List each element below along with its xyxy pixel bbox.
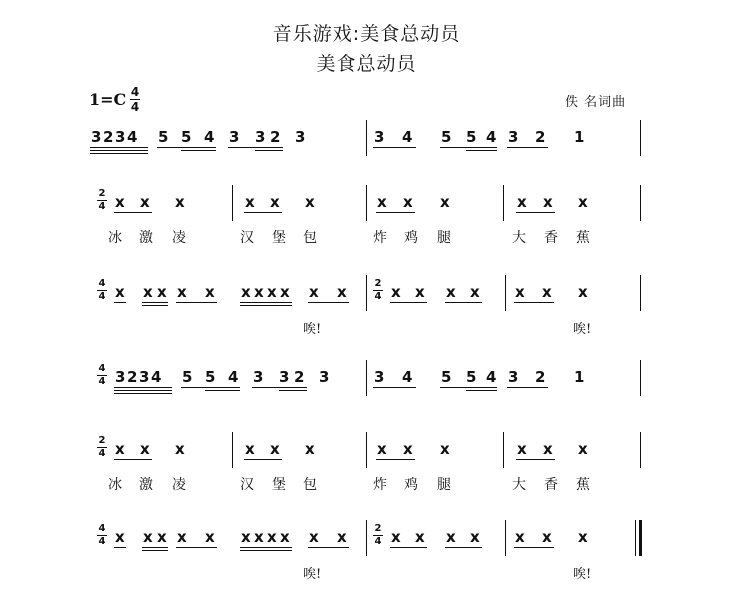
note: x xyxy=(578,528,588,546)
barline xyxy=(640,432,641,468)
note: 2 xyxy=(294,368,305,386)
note: x xyxy=(391,283,401,301)
beam-line xyxy=(205,390,240,391)
beam-line xyxy=(114,302,126,303)
note: 5 xyxy=(466,128,477,146)
note: 2 xyxy=(270,128,281,146)
barline xyxy=(366,120,367,156)
note: x xyxy=(205,283,215,301)
barline xyxy=(640,275,641,311)
lyric-syllable: 鸡 xyxy=(404,477,418,493)
beam-line xyxy=(142,550,168,551)
note: x xyxy=(515,528,525,546)
barline xyxy=(503,432,504,468)
note: x xyxy=(309,528,319,546)
beam-line xyxy=(114,390,172,391)
beam-line xyxy=(181,150,216,151)
lyric-syllable: 冰 xyxy=(108,477,122,493)
beam-line xyxy=(376,459,415,460)
beam-line xyxy=(240,302,292,303)
note: x xyxy=(415,283,425,301)
beam-line xyxy=(90,147,148,148)
note: x xyxy=(542,528,552,546)
note: x xyxy=(415,528,425,546)
beam-line xyxy=(516,212,555,213)
note: 3 xyxy=(279,368,290,386)
barline xyxy=(640,360,641,396)
note: 5 xyxy=(158,128,169,146)
beam-line xyxy=(373,387,416,388)
note: x xyxy=(267,283,277,301)
lyric-syllable: 汉 xyxy=(240,230,254,246)
note: 4 xyxy=(127,128,138,146)
time-signature: 2 4 xyxy=(374,278,382,302)
note: 3 xyxy=(374,128,385,146)
note: x xyxy=(280,283,290,301)
beam-line xyxy=(373,147,416,148)
note: x xyxy=(578,283,588,301)
barline xyxy=(232,432,233,468)
note: x xyxy=(446,283,456,301)
note: 4 xyxy=(402,128,413,146)
lyric-syllable: 激 xyxy=(139,477,153,493)
note: x xyxy=(115,193,125,211)
note: 3 xyxy=(255,128,266,146)
lyric-syllable: 堡 xyxy=(272,477,286,493)
note: 2 xyxy=(535,368,546,386)
note: 5 xyxy=(205,368,216,386)
note: x xyxy=(115,528,125,546)
beam-line xyxy=(114,212,152,213)
note: x xyxy=(205,528,215,546)
beam-line xyxy=(90,150,148,151)
beam-line xyxy=(514,547,554,548)
note: x xyxy=(245,440,255,458)
note: x xyxy=(403,193,413,211)
beam-line xyxy=(376,212,415,213)
lyric-shout: 唉! xyxy=(573,322,592,337)
note: x xyxy=(517,193,527,211)
note: x xyxy=(157,528,167,546)
beam-line xyxy=(516,459,555,460)
note: 3 xyxy=(374,368,385,386)
beam-line xyxy=(240,550,292,551)
note: 3 xyxy=(91,128,102,146)
lyric-syllable: 堡 xyxy=(272,230,286,246)
note: 2 xyxy=(127,368,138,386)
beam-line xyxy=(440,387,497,388)
note: x xyxy=(254,283,264,301)
beam-line xyxy=(244,459,282,460)
note: x xyxy=(245,193,255,211)
lyric-syllable: 激 xyxy=(139,230,153,246)
note: 3 xyxy=(253,368,264,386)
note: x xyxy=(270,440,280,458)
barline xyxy=(366,185,367,221)
beam-line xyxy=(466,390,497,391)
beam-line xyxy=(90,153,148,154)
note: x xyxy=(305,440,315,458)
note: 2 xyxy=(103,128,114,146)
beam-line xyxy=(252,387,307,388)
note: 4 xyxy=(151,368,162,386)
beam-line xyxy=(114,387,172,388)
note: x xyxy=(175,193,185,211)
lyric-syllable: 凌 xyxy=(172,230,186,246)
note: x xyxy=(241,528,251,546)
time-signature: 4 4 xyxy=(98,523,106,547)
lyric-syllable: 炸 xyxy=(373,230,387,246)
note: 5 xyxy=(441,368,452,386)
note: x xyxy=(391,528,401,546)
note: 5 xyxy=(466,368,477,386)
note: x xyxy=(280,528,290,546)
lyric-syllable: 蕉 xyxy=(576,477,590,493)
note: x xyxy=(157,283,167,301)
note: 5 xyxy=(441,128,452,146)
note: 1 xyxy=(574,368,585,386)
beam-line xyxy=(142,547,168,548)
final-barline xyxy=(639,520,642,556)
note: x xyxy=(377,193,387,211)
note: 4 xyxy=(402,368,413,386)
barline xyxy=(505,520,506,556)
note: x xyxy=(515,283,525,301)
lyric-syllable: 大 xyxy=(512,477,526,493)
note: x xyxy=(254,528,264,546)
note: 3 xyxy=(319,368,330,386)
note: x xyxy=(270,193,280,211)
note: x xyxy=(403,440,413,458)
note: x xyxy=(337,283,347,301)
beam-line xyxy=(466,150,497,151)
lyric-shout: 唉! xyxy=(303,567,322,582)
beam-line xyxy=(255,150,283,151)
beam-line xyxy=(440,147,497,148)
note: x xyxy=(440,440,450,458)
beam-line xyxy=(176,302,217,303)
beam-line xyxy=(445,302,482,303)
beam-line xyxy=(445,547,482,548)
beam-line xyxy=(244,212,282,213)
barline xyxy=(366,360,367,396)
beam-line xyxy=(228,147,283,148)
note: 3 xyxy=(508,128,519,146)
beam-line xyxy=(240,547,292,548)
lyric-syllable: 冰 xyxy=(108,230,122,246)
beam-line xyxy=(308,302,349,303)
note: x xyxy=(470,528,480,546)
lyric-syllable: 汉 xyxy=(240,477,254,493)
beam-line xyxy=(114,393,172,394)
note: x xyxy=(241,283,251,301)
note: 4 xyxy=(486,128,497,146)
note: x xyxy=(177,528,187,546)
note: 5 xyxy=(182,368,193,386)
time-signature: 2 4 xyxy=(374,523,382,547)
composer-credit: 佚 名词曲 xyxy=(565,95,627,110)
note: 3 xyxy=(295,128,306,146)
barline xyxy=(366,432,367,468)
note: x xyxy=(140,440,150,458)
barline xyxy=(503,185,504,221)
lyric-syllable: 包 xyxy=(303,230,317,246)
note: x xyxy=(542,283,552,301)
lyric-syllable: 炸 xyxy=(373,477,387,493)
barline xyxy=(635,520,636,556)
lyric-syllable: 香 xyxy=(544,477,558,493)
note: 3 xyxy=(508,368,519,386)
note: x xyxy=(115,283,125,301)
note: x xyxy=(543,440,553,458)
lyric-syllable: 凌 xyxy=(172,477,186,493)
note: 3 xyxy=(139,368,150,386)
beam-line xyxy=(142,302,168,303)
beam-line xyxy=(279,390,307,391)
barline xyxy=(640,120,641,156)
note: x xyxy=(517,440,527,458)
beam-line xyxy=(142,305,168,306)
note: 3 xyxy=(229,128,240,146)
note: x xyxy=(143,528,153,546)
lyric-syllable: 包 xyxy=(303,477,317,493)
lyric-syllable: 腿 xyxy=(437,230,451,246)
note: 3 xyxy=(115,128,126,146)
beam-line xyxy=(176,547,217,548)
note: x xyxy=(543,193,553,211)
note: 3 xyxy=(115,368,126,386)
time-signature: 4 4 xyxy=(130,85,140,114)
time-signature: 4 4 xyxy=(98,363,106,387)
barline xyxy=(366,275,367,311)
note: x xyxy=(115,440,125,458)
note: x xyxy=(440,193,450,211)
note: x xyxy=(175,440,185,458)
time-signature: 2 4 xyxy=(98,435,106,459)
page-title: 音乐游戏:美食总动员 xyxy=(272,23,461,45)
page-subtitle: 美食总动员 xyxy=(316,53,417,75)
lyric-syllable: 大 xyxy=(512,230,526,246)
note: x xyxy=(470,283,480,301)
note: x xyxy=(140,193,150,211)
note: x xyxy=(377,440,387,458)
note: 1 xyxy=(574,128,585,146)
note: x xyxy=(305,193,315,211)
beam-line xyxy=(157,147,216,148)
lyric-syllable: 蕉 xyxy=(576,230,590,246)
beam-line xyxy=(114,547,126,548)
key-signature: 1=C xyxy=(89,90,127,109)
barline xyxy=(640,185,641,221)
lyric-shout: 唉! xyxy=(573,567,592,582)
note: x xyxy=(177,283,187,301)
beam-line xyxy=(308,547,349,548)
lyric-shout: 唉! xyxy=(303,322,322,337)
beam-line xyxy=(514,302,554,303)
time-signature: 4 4 xyxy=(98,278,106,302)
note: 4 xyxy=(486,368,497,386)
barline xyxy=(366,520,367,556)
note: 5 xyxy=(181,128,192,146)
note: x xyxy=(267,528,277,546)
beam-line xyxy=(390,302,427,303)
note: x xyxy=(578,440,588,458)
note: x xyxy=(578,193,588,211)
time-signature: 2 4 xyxy=(98,188,106,212)
note: 4 xyxy=(228,368,239,386)
beam-line xyxy=(507,147,548,148)
beam-line xyxy=(507,387,548,388)
lyric-syllable: 香 xyxy=(544,230,558,246)
note: 2 xyxy=(535,128,546,146)
beam-line xyxy=(181,387,240,388)
note: x xyxy=(309,283,319,301)
barline xyxy=(505,275,506,311)
note: x xyxy=(337,528,347,546)
note: 4 xyxy=(204,128,215,146)
beam-line xyxy=(390,547,427,548)
note: x xyxy=(143,283,153,301)
barline xyxy=(232,185,233,221)
note: x xyxy=(446,528,456,546)
lyric-syllable: 鸡 xyxy=(404,230,418,246)
lyric-syllable: 腿 xyxy=(437,477,451,493)
beam-line xyxy=(114,459,152,460)
beam-line xyxy=(240,305,292,306)
